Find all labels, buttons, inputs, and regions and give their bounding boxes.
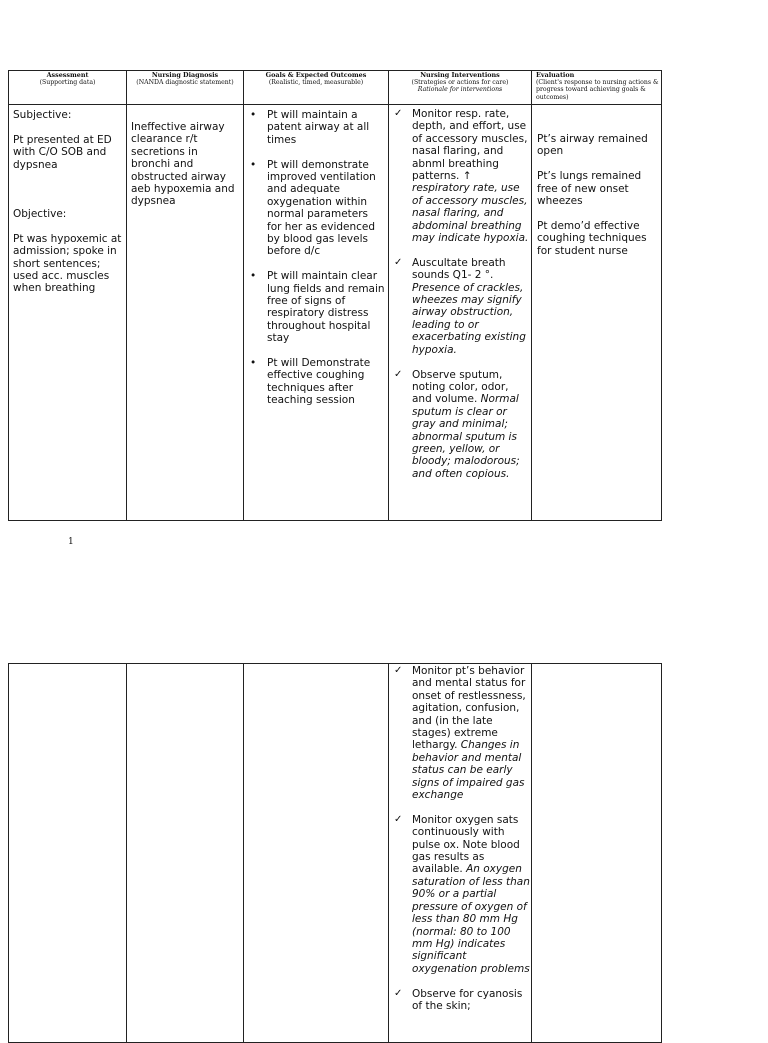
- intervention-item: ✓ Monitor oxygen sats continuously with pulse ox. Note blood gas results as available. An oxygen saturation of less than 90% or a partial pressure of oxygen of less than 80 mm Hg (normal: 80 to 100 mm Hg) indicates significant oxygenation problems: [394, 813, 530, 975]
- diagnosis-text: Ineffective airway clearance r/t secretions in bronchi and obstructed airway aeb hypoxemia and dypsnea: [131, 121, 235, 208]
- objective-text: Pt was hypoxemic at admission; spoke in short sentences; used acc. muscles when breathing: [13, 232, 122, 295]
- objective-label: Objective:: [13, 208, 67, 221]
- evaluation-item: Pt’s lungs remained free of new onset wheezes: [537, 170, 642, 208]
- checkmark-icon: ✓: [394, 665, 403, 676]
- column-divider: [531, 664, 532, 1042]
- checkmark-icon: ✓: [394, 987, 403, 999]
- intervention-item: ✓ Observe sputum, noting color, odor, and volume. Normal sputum is clear or gray and minimal; abnormal sputum is green, yellow, or bloody; malodorous; and often copious.: [394, 368, 520, 480]
- column-divider: [388, 71, 389, 520]
- column-divider: [531, 71, 532, 520]
- bullet-icon: •: [250, 158, 257, 171]
- goal-item: • Pt will Demonstrate effective coughing techniques after teaching session: [250, 357, 371, 407]
- header-evaluation: Evaluation (Client's response to nursing actions & progress toward achieving goals & outcomes): [536, 72, 659, 101]
- evaluation-cell: [537, 133, 659, 269]
- header-diagnosis: Nursing Diagnosis (NANDA diagnostic statement): [136, 72, 234, 87]
- goals-cell: [245, 109, 385, 419]
- care-plan-table-page-1: [8, 70, 662, 521]
- bullet-icon: •: [250, 270, 257, 283]
- checkmark-icon: ✓: [394, 108, 403, 119]
- interventions-cell: [390, 108, 530, 493]
- checkmark-icon: ✓: [394, 368, 403, 380]
- interventions-list: [390, 108, 530, 480]
- intervention-item: ✓ Auscultate breath sounds Q1- 2 °. Presence of crackles, wheezes may signify airway obstruction, leading to or exacerbating existing hypoxia.: [394, 256, 526, 356]
- checkmark-icon: ✓: [394, 256, 403, 268]
- header-goals: Goals & Expected Outcomes (Realistic, timed, measurable): [265, 72, 367, 87]
- intervention-item: ✓ Observe for cyanosis of the skin;: [394, 987, 523, 1012]
- checkmark-icon: ✓: [394, 813, 403, 825]
- header-assessment: Assessment (Supporting data): [39, 72, 96, 87]
- subjective-text: Pt presented at ED with C/O SOB and dypsnea: [13, 133, 112, 171]
- assessment-cell: [13, 109, 123, 307]
- evaluation-item: Pt demo’d effective coughing techniques for student nurse: [537, 219, 647, 257]
- care-plan-table-page-2: [8, 663, 662, 1043]
- goal-item: • Pt will demonstrate improved ventilation and adequate oxygenation within normal parameters for her as evidenced by blood gas levels before d/c: [250, 158, 376, 258]
- column-divider: [126, 664, 127, 1042]
- column-divider: [388, 664, 389, 1042]
- diagnosis-cell: [131, 121, 239, 220]
- subjective-label: Subjective:: [13, 109, 72, 121]
- column-divider: [126, 71, 127, 520]
- interventions-list-continued: [390, 665, 530, 1012]
- bullet-icon: •: [250, 357, 257, 370]
- goal-item: • Pt will maintain a patent airway at all times: [250, 109, 370, 146]
- evaluation-item: Pt’s airway remained open: [537, 133, 648, 158]
- intervention-item: ✓ Monitor resp. rate, depth, and effort, use of accessory muscles, nasal flaring, and abnml breathing patterns. ↑ respiratory rate, use of accessory muscles, nasal flaring, and abdominal breathing may indicate hypoxia.: [394, 108, 529, 245]
- bullet-icon: •: [250, 109, 257, 121]
- column-divider: [243, 664, 244, 1042]
- intervention-item: ✓ Monitor pt’s behavior and mental status for onset of restlessness, agitation, confusion, and (in the late stages) extreme lethargy. Changes in behavior and mental status can be early signs of impaired gas exchange: [394, 665, 526, 802]
- goal-item: • Pt will maintain clear lung fields and remain free of signs of respiratory distress throughout hospital stay: [250, 270, 385, 345]
- page-number: 1: [68, 537, 74, 547]
- header-interventions: Nursing Interventions (Strategies or actions for care) Rationale for interventions: [411, 72, 509, 94]
- interventions-cell-continued: [390, 665, 530, 1025]
- column-divider: [243, 71, 244, 520]
- goals-list: [245, 109, 385, 407]
- header-divider: [9, 104, 661, 105]
